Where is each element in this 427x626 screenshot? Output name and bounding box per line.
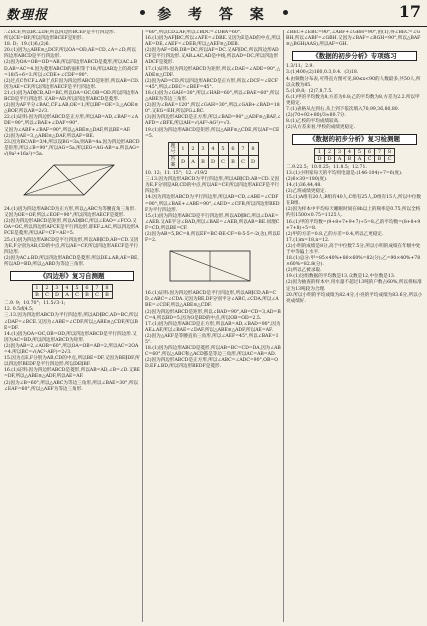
answer-text: 10. 12; 11. 15°; 12. √19/2 三.13.因为四边形ABCD为平行四边形,所以AB∥CD,AB=CD.又因为E,F分别是AB,CD的中点,所以AE=CF,所以四边形AECF是平行四边形. 14.因为四边形ABCD为平行四边形,所以AB=CD,∠ABE=∠CDF=90°,所以∠BAE+∠ABE=90°,∠AED=∠CFB,所以四边形BEDF为平行四边形. 15.(1)因为四边形ABCD是平行四边形,所以AD∥BC,所以∠DAE=∠AEB.又AE平分∠BAD,所以∠BAE=∠AEB,所以AB=BE.同理CF=CD,所以BE=CF. (2)因为AB=5,BC=8,所以EF=BC-BE-CF=8-5-5=-2(舍),所以EF=2. (145, 171, 281, 244)
table-cell: B (375, 155, 385, 162)
table-cell: C (218, 155, 228, 168)
table-cell: 3 (52, 285, 62, 292)
answer-table (32, 284, 113, 299)
table-cell: B (102, 292, 112, 299)
table-row (315, 148, 395, 155)
table-cell: D (248, 155, 258, 168)
table-cell: C (42, 292, 52, 299)
table-cell: 2 (42, 285, 52, 292)
table-cell: 题号 (168, 142, 178, 155)
table-row (315, 155, 395, 162)
answer-text: =60°,所以CD⊥AF,所以∠BDC=∠DBA=60°. 16.(1)因为AF∥BC,所以∠AFE=∠DBE.又因为E是AD的中点,所以AE=DE,∠AEF=∠DEB,所以△AEF≌△DEB. (2)因为AF=DB,DB=DC,所以AF=DC.又AF∥DC,所以四边形ADCF是平行四边形.又AB⊥AC,AD是中线,所以AD=DC,所以四边形ADCF是菱形. 17.(1)证明:因为四边形ABCD为矩形,所以∠DAE=∠ADE=90°,△ADE≌△CDF. (2)因为AD=CD,所以四边形ABCD是正方形,所以∠DCF=∠ECF=45°,所以∠DEC=∠BEF=45°. 18.(1)因为∠GAH=30°,所以∠HAB=60°,所以∠BAE=60°,所以△ABE为等边三角形. (2)因为∠BAE=120°,所以∠GAH=30°,所以∠GAB+∠BAD=180°.又EG=EH,所以FG⊥BC. (3)因为四边形ABCD是正方形,所以∠BAD=90°,△ADF≌△BAF,∠AFD=∠BFE,所以AH=√(AF²-AG²)=√3. 19.(1)因为四边形ABCD是矩形,所以△ABF≌△CDE,所以AF=CE=5. (145, 30, 281, 139)
table-cell: B (228, 155, 238, 168)
table-cell: 6 (228, 142, 238, 155)
table-cell: 1 (32, 285, 42, 292)
table-cell: 2 (325, 148, 335, 155)
answer-text: 24.(1)因为四边形ABCD为正方形,所以△ABC为等腰直角三角形.又因为OE=OF,所以∠EOF=90°,所以四边形AECF是菱形. (2)因为四边形ABCD是矩形,所以AD∥BC,所以∠EAO=∠FCO.又OA=OC,所以四边形AFCE是平行四边形,即EF⊥AC,所以四边形AFCE是菱形,所以AF=CF=AE=5. 25.(1)因为四边形ABCD是平行四边形,所以AB∥CD,AB=CD.又因为E,F分别为AB,CD的中点,所以AE=CF,所以四边形AECF是平行四边形. (2)因为AC⊥BD,所以四边形ABCD是菱形.所以DE⊥AB,AE=BE,所以AD=BD,所以△ABD为等边三角形. (4, 207, 139, 267)
column-divider (142, 30, 143, 622)
section-heading: 《四边形》复习自测题 (10, 271, 134, 281)
table-row (168, 142, 258, 155)
table-cell: B (345, 155, 355, 162)
table-row (32, 285, 112, 292)
table-cell: 1 (178, 142, 188, 155)
table-cell: 5 (355, 148, 365, 155)
page-title: 参 考 答 案 (157, 7, 270, 23)
table-cell: D (208, 155, 218, 168)
table-cell: A (62, 292, 72, 299)
table-cell: C (238, 155, 248, 168)
table-cell: A (188, 155, 198, 168)
table-cell: 7 (375, 148, 385, 155)
table-cell: 4 (345, 148, 355, 155)
column-2 (145, 30, 281, 622)
brand-logo: 数理报 (6, 8, 49, 23)
table-cell: 7 (92, 285, 102, 292)
table-cell: 8 (385, 148, 395, 155)
table-cell: 4 (62, 285, 72, 292)
dot-left (140, 10, 145, 15)
column-1 (4, 30, 140, 622)
table-cell: C (365, 155, 375, 162)
table-cell: A (355, 155, 365, 162)
answer-text: 二.9.22.5; 10.0.25; 11.8.5; 12.71. 13.(1)小明家每天的平均用电量是:(146-104)÷7=6(度). (2)6×30=180(度). 14.(1)36,44,48. (2)乙班成绩更稳定. 15.(1)A组有20人,B组有40人,C组有25人,D组有15人,所以中位数在B组. (2)因为样本中平均每天睡眠时间在8h以上的频率是0.75,所以全校约有1500×0.75=1125人. 16.(1)甲的平均数=(9+8+7+9+7)÷5=8,乙的平均数=(8+8+9+7+8)÷5=8. (2)甲的方差=0.8,乙的方差=0.4,所以乙更稳定. 17.(1)m=18,n=12. (2)小明的成绩是8分,高于中位数7.5分,所以小明的成绩在年级中处于中等偏上水平. 18.(1)总分:甲=85×40%+80×60%=82(分);乙=90×40%+78×60%=82.8(分). (2)所以乙被录取. 19.(1)这组数据的平均数是13,众数是12,中位数是13. (2)因为抽查的样本中,用水量不超过13吨的户数占60%,所以将标准定为13吨较为合理. 20.所以小明的平均成绩为82.4分,小亮的平均成绩为83.6分,所以小亮成绩好. (286, 164, 423, 304)
table-cell: B (82, 292, 92, 299)
table-cell: 1 (315, 148, 325, 155)
table-cell: 8 (102, 285, 112, 292)
table-cell: 3 (335, 148, 345, 155)
answer-text: 16.(1)证明:因为四边形ABCD是平行四边形,所以AB∥CD,AB=CD,∠ABC=∠CDA.又因为BE,DF分别平分∠ABC,∠CDA,所以∠ABE=∠CDF,所以△ABE≌△CDF. (2)因为四边形ABCD是矩形,所以∠BAD=90°,AB=CD=3,AD=BC=4,所以BD=5,因为O是BD的中点,所以OB=OD=2.5. 17.(1)因为四边形ABCD是正方形,所以AB=AD,∠BAD=90°,因为AE⊥AF,所以∠BAE=∠DAF,所以△ABE≌△ADF,所以AE=AF. (2)因为△AEF是等腰直角三角形,所以∠AEF=45°,所以∠BAE=15°. 18.(1)因为四边形ABCD是菱形,所以AB=BC=CD=DA,因为∠ABC=60°,所以△ABC和△ACD都是等边三角形,所以AC=AB=AD. (2)因为四边形ABCD是正方形,所以∠ABC=∠ADC=90°,OB=OD,EF⊥BD,所以四边形BEDF是菱形. (145, 291, 281, 370)
table-cell: 2 (188, 142, 198, 155)
answer-table (314, 148, 395, 163)
column-3 (286, 30, 423, 622)
table-cell: C (72, 292, 82, 299)
geometry-figure (155, 246, 265, 286)
table-cell: 6 (82, 285, 92, 292)
answer-text: 二.9. 9; 10.70°; 11.5√3-1; 12. 0.5或4.5; 三.13.因为四边形ABCD为平行四边形,所以AD∥BC,AD=BC,所以∠DAF=∠BCE.又因为∠ABE=∠CDF,所以△ABE≌△CDF,所以BE=DF. 14.(1)因为OA=OC,OB=OD,所以四边形ABCD是平行四边形.又因为AC=BD,所以四边形ABCD为矩形. (2)因为AB=2,∠AOB=60°,所以OA=OB=AB=2,所以AC=2OA=4.所以BC=√(AC²-AB²)=2√3. 15.因为点E,F分别为AB,CD的中点,所以BE=DF,又因为BE∥DF,所以四边形BEDF是平行四边形,所以DE∥BF. 16.(1)证明:因为四边形ABCD是菱形,所以AB=AD,∠B=∠D.又BE=DF,所以△ABE≌△ADF,所以AE=AF. (2)因为∠B=60°,所以△ABC为等边三角形,所以∠BAE=30°,所以∠EAF=60°,所以△AEF为等边三角形. (4, 301, 140, 392)
answer-table (168, 142, 259, 169)
column-divider (283, 30, 284, 622)
table-cell: D (52, 292, 62, 299)
table-cell: D (325, 155, 335, 162)
section-heading: 《数据的初步分析》专项练习 (292, 51, 417, 61)
section-heading: 《数据的初步分析》复习检测题 (292, 134, 417, 144)
table-cell: B (198, 155, 208, 168)
table-cell: D (315, 155, 325, 162)
table-row (168, 155, 258, 168)
page-number: 17 (398, 2, 421, 21)
table-cell: 8 (248, 142, 258, 155)
table-cell: 4 (208, 142, 218, 155)
table-cell: D (178, 155, 188, 168)
dot-right (283, 10, 288, 15)
table-row (32, 292, 112, 299)
table-cell: C (385, 155, 395, 162)
geometry-figure (14, 160, 124, 202)
table-cell: 3 (198, 142, 208, 155)
answer-text: ∠BEC+∠EBC=90°,∠ABF+∠GBH=90°,由(1),得∠BEC=∠GBH,所以∠ABF=∠GBH.又因为∠BAF=∠BGH=90°,所以△BAF≌△BGH(AAS),所以AF=GH. (286, 30, 421, 48)
page-header (0, 0, 427, 27)
table-cell: 5 (218, 142, 228, 155)
table-cell: B (32, 292, 42, 299)
table-cell: 5 (72, 285, 82, 292)
answer-text: 1.3/11; 2.9. 3.(1)400;(2)160,0.3,0.4. (3)18. 4.由频数分布表,可得直方图可见,80≤x<90的人数最多,共50人,所以众数为85. 5.(1)9,8; (2)7,8,7.5. 6.(1)甲的平均数为8,方差为0.8;乙的平均数为8,方差为2.2.所以甲更稳定. 7.(1)表格从左到右,从上到下依次填入70,99,36,80,80. (2)(70+92+80)/3≈80.7分. 8.(1)乙校的平均成绩较高. (2)从方差来看,甲校的成绩更稳定. (286, 64, 421, 131)
table-cell: A (335, 155, 345, 162)
table-cell: C (92, 292, 102, 299)
table-cell: 答案 (168, 155, 178, 168)
table-cell: 7 (238, 142, 248, 155)
table-cell: 6 (365, 148, 375, 155)
answer-text: ∴∠ECF,所以BC⊥DF,所以四边形BCEF是平行四边形. 所以CE=BF,所以四边形BCEF是矩形. 18. D; 19.(1)6,(2)6. 20.(1)因为△ABE≌△DCF,所以OA=OD,AE=CD,∠A=∠D,所以四边形ABCD是平行四边形. (2)因为OA=OB=OD=AB,所以四边形ABCD是菱形,所以AC⊥BD,AB=AC=4.因为菱形ABCD的面积等于18,所以AB边上的高CF=18/5÷6=3.所以∠CDE+∠CDF=90°. (2)过点C作CF⊥AB于点F.因为四边形ABCD是矩形,所以AB=CD.因为AE=CF,所以四边形AECF是平行四边形. 21.(1)因为AD∥CB,AD=BC,所以OA=OC,OB=OD.所以四边形ABCD是平行四边形.又AB=AD,所以四边形ABCD是菱形. (2)因为AF平分∠BAC,CF⊥AB,OE=1,所以BF=OE=3,△AOE≌△BOF,所以AB=2√3. 22.(1)证明:因为四边形ABCD是正方形,所以AB=AD,∠BAF=∠ADE=90°,所以∠BAE+∠DAF=90°. 又因为∠ABF+∠BAF=90°,所以△ABE≌△DAF,所以BE=AF. (2)因为AE=3,△ABE≌△DAF,所以AF=BE. 23.因为BC/AB=3/4,所以设BG=3a,则AB=4a.因为四边形ABCD是矩形,所以∠B=90°,所以AG=5a,所以EG=AG-AB=a.所以AG=√(9a²+16a²)=5a. (4, 30, 140, 157)
